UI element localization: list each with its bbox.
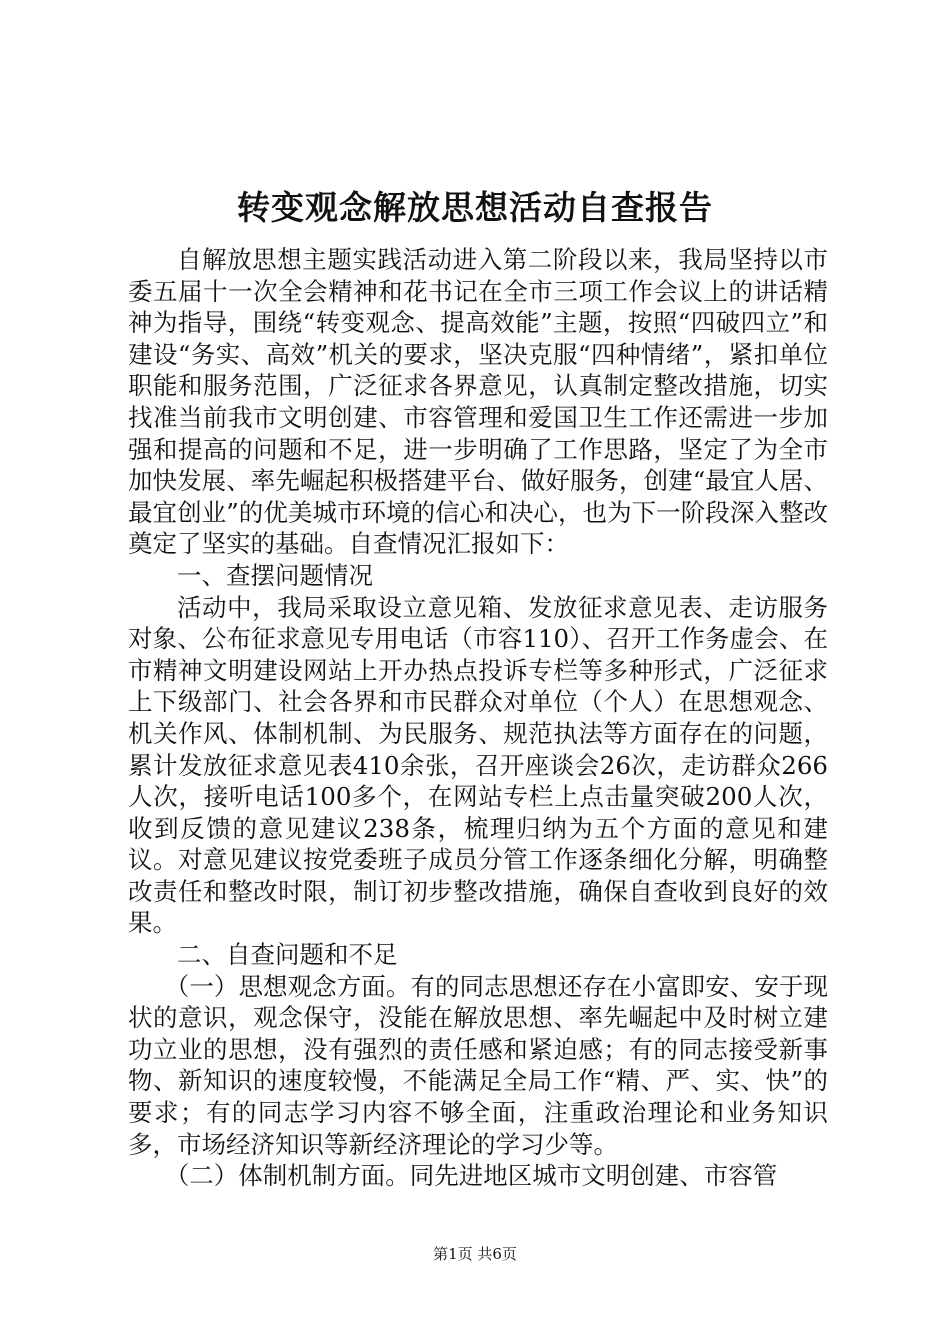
subsection-2-paragraph: （二）体制机制方面。同先进地区城市文明创建、市容管 bbox=[164, 1161, 778, 1191]
page-footer: 第1页 共6页 bbox=[433, 1245, 517, 1263]
section-heading-2: 二、自查问题和不足 bbox=[177, 940, 398, 970]
document-body bbox=[128, 244, 828, 1192]
intro-paragraph: 自解放思想主题实践活动进入第二阶段以来，我局坚持以市委五届十一次全会精神和花书记在全市三项工作会议上的讲话精神为指导，围绕“转变观念、提高效能”主题，按照“四破四立”和建设“务实、高效”机关的要求，坚决克服“四种情绪”，紧扣单位职能和服务范围，广泛征求各界意见，认真制定整改措施，切实找准当前我市文明创建、市容管理和爱国卫生工作还需进一步加强和提高的问题和不足，进一步明确了工作思路，坚定了为全市加快发展、率先崛起积极搭建平台、做好服务，创建“最宜人居、最宜创业”的优美城市环境的信心和决心，也为下一阶段深入整改奠定了坚实的基础。自查情况汇报如下： bbox=[128, 245, 828, 559]
section-1-paragraph: 活动中，我局采取设立意见箱、发放征求意见表、走访服务对象、公布征求意见专用电话（市容110）、召开工作务虚会、在市精神文明建设网站上开办热点投诉专栏等多种形式，广泛征求上下级部门、社会各界和市民群众对单位（个人）在思想观念、机关作风、体制机制、为民服务、规范执法等方面存在的问题，累计发放征求意见表410余张，召开座谈会26次，走访群众266人次，接听电话100多个，在网站专栏上点击量突破200人次，收到反馈的意见建议238条，梳理归纳为五个方面的意见和建议。对意见建议按党委班子成员分管工作逐条细化分解，明确整改责任和整改时限，制订初步整改措施，确保自查收到良好的效果。 bbox=[128, 592, 828, 938]
document-title: 转变观念解放思想活动自查报告 bbox=[237, 188, 713, 227]
subsection-1-paragraph: （一）思想观念方面。有的同志思想还存在小富即安、安于现状的意识，观念保守，没能在解放思想、率先崛起中及时树立建功立业的思想，没有强烈的责任感和紧迫感；有的同志接受新事物、新知识的速度较慢，不能满足全局工作“精、严、实、快”的要求；有的同志学习内容不够全面，注重政治理论和业务知识多，市场经济知识等新经济理论的学习少等。 bbox=[128, 971, 828, 1159]
section-heading-1: 一、查摆问题情况 bbox=[177, 560, 373, 590]
